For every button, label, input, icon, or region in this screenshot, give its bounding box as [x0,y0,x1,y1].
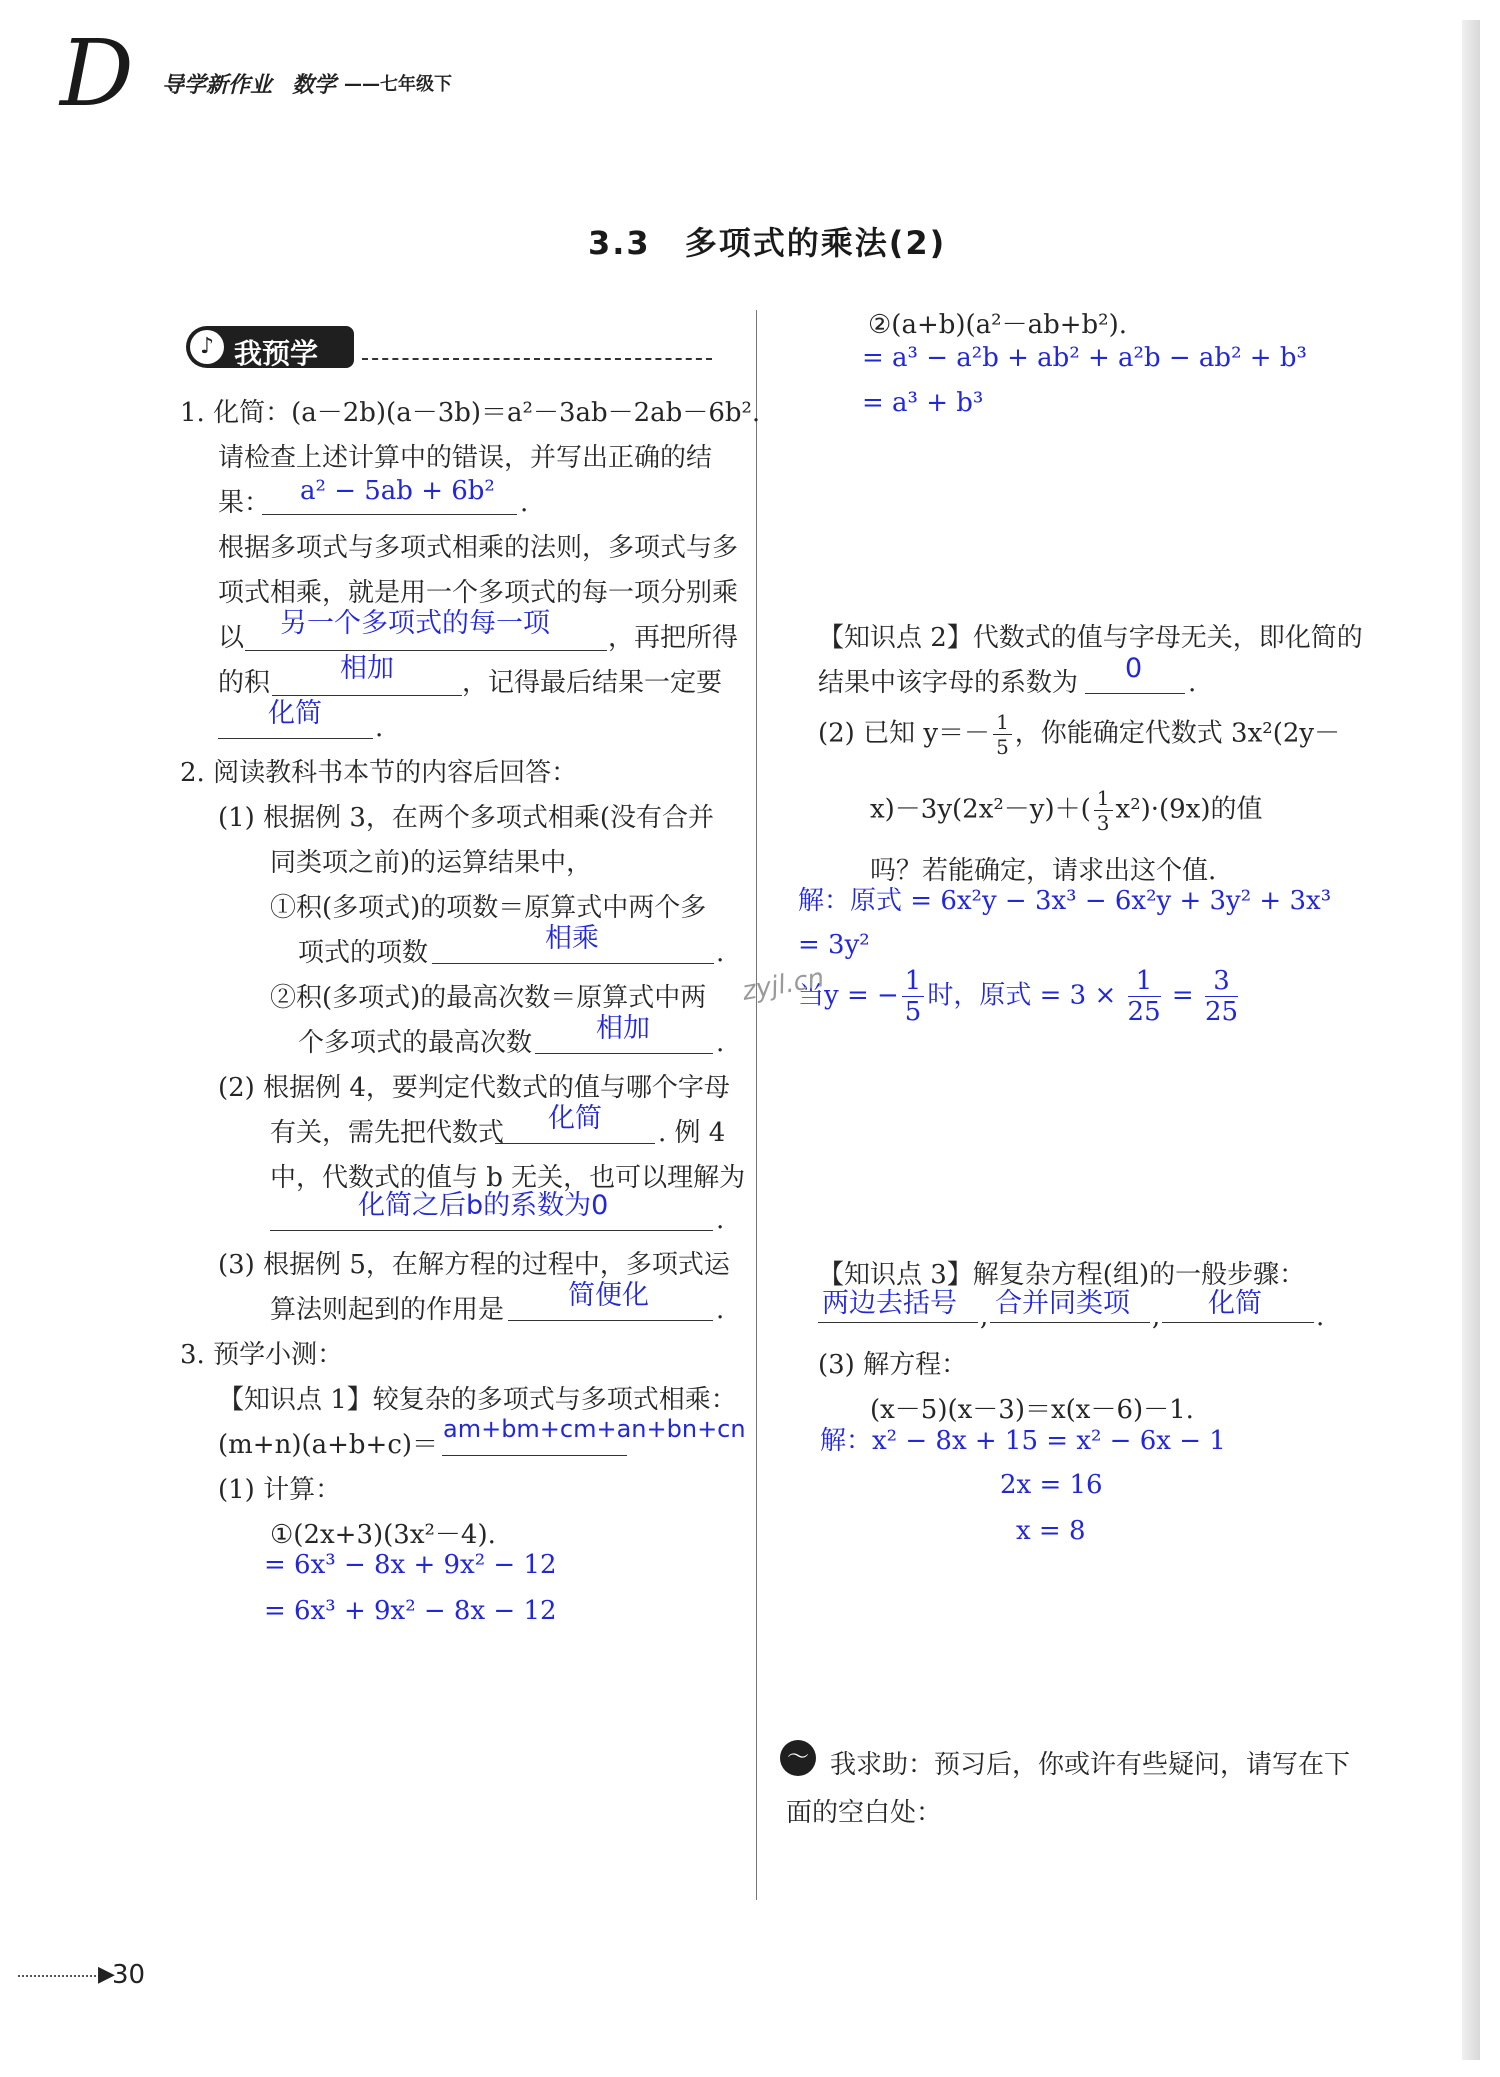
sol-frac2-den: 25 [1127,997,1161,1027]
q2r-line1 [818,712,1340,757]
q1-rule-1: 根据多项式与多项式相乘的法则，多项式与多 [218,533,739,563]
calc1-problem: ①(2x+3)(3x²－4). [270,1520,496,1550]
q2r-frac-num: 1 [993,712,1012,735]
sol-line1: 解：原式 = 6x²y − 3x³ − 6x²y + 3y² + 3x³ [798,886,1332,916]
section-dashed-rule [362,358,712,360]
kp1-line1: 【知识点 1】较复杂的多项式与多项式相乘： [218,1385,737,1415]
kp2-dot: . [1188,668,1197,698]
q2-1b-answer: 相加 [596,1013,650,1044]
q2r-line3: 吗？若能确定，请求出这个值. [870,856,1217,886]
q2r-fraction [993,712,1012,757]
q3r-step2: 2x = 16 [1000,1470,1103,1500]
sol-line2: = 3y² [798,930,870,960]
q2-1a-line2: 项式的项数 [298,938,429,968]
q3r-label: (3) 解方程： [818,1350,968,1380]
q2-1b-blank [535,1053,713,1054]
help-line2: 面的空白处： [786,1798,943,1828]
q1-answer: a² − 5ab + 6b² [300,476,495,506]
sol-line3-prefix: 当y = − [798,980,899,1011]
page-title: 3.3 多项式的乘法(2) [588,224,947,262]
q2-1-line2: 同类项之前)的运算结果中， [270,848,593,878]
q3r-problem: (x－5)(x－3)＝x(x－6)－1. [870,1395,1194,1425]
sol-frac2 [1128,968,1161,1025]
q2-1a-answer: 相乘 [545,923,599,954]
q2-2-answer: 化简 [548,1103,602,1134]
q2-2-line3: 中，代数式的值与 b 无关，也可以理解为 [270,1163,746,1193]
q2r-line2-frac-den: 3 [1096,811,1110,835]
q2r-line2 [870,788,1263,833]
q3r-step1: 解：x² − 8x + 15 = x² − 6x − 1 [820,1426,1226,1456]
sol-frac1 [902,968,925,1025]
q1-rule-5-blank [218,738,373,739]
column-divider [756,310,757,1900]
q3r-step3: x = 8 [1016,1516,1086,1546]
q2-3-line2: 算法则起到的作用是 [270,1295,505,1325]
kp2-line1: 【知识点 2】代数式的值与字母无关，即化简的 [818,623,1363,653]
q2r-prefix: (2) 已知 y＝－ [818,718,991,749]
kp3-answer2: 合并同类项 [995,1288,1130,1319]
kp2-blank [1085,693,1185,694]
q2-1b-dot: . [716,1028,725,1058]
kp2-answer: 0 [1125,653,1143,684]
q1-rule-5-dot: . [375,713,384,743]
calc-label: (1) 计算： [218,1475,342,1505]
section-badge [186,326,354,368]
q1-line2: 请检查上述计算中的错误，并写出正确的结 [218,443,713,473]
sol-line3-mid: 时，原式 = 3 × [927,980,1117,1011]
q2-3-answer: 简便化 [568,1280,649,1311]
q1-answer-blank [262,514,517,515]
kp3-answer3: 化简 [1208,1288,1262,1319]
q2-1a-line1: ①积(多项式)的项数＝原算式中两个多 [270,893,707,923]
logo-letter: D [60,20,134,127]
kp3-comma1: , [980,1302,989,1332]
sol-frac2-num: 1 [1128,968,1161,997]
q2-1a-dot: . [716,938,725,968]
q2-3-blank [508,1320,713,1321]
page-number-rule [18,1975,100,1977]
kp3-answer1: 两边去括号 [822,1288,957,1319]
kp1-blank [442,1455,627,1456]
q2-3-dot: . [716,1295,725,1325]
watermark: zyjl.cn [740,963,827,1007]
kp3-line1: 【知识点 3】解复杂方程(组)的一般步骤： [818,1260,1306,1290]
q2-1b-line1: ②积(多项式)的最高次数＝原算式中两 [270,983,707,1013]
kp3-comma2: , [1152,1302,1161,1332]
q2r-line2-suffix: x²)·(9x)的值 [1115,794,1263,825]
q1-rule-4-prefix: 的积 [218,668,271,698]
q2r-line2-frac-num: 1 [1094,788,1113,811]
q2r-suffix: ，你能确定代数式 3x²(2y－ [1014,718,1341,749]
section-badge-label: 我预学 [234,337,319,370]
kp1-line2: (m+n)(a+b+c)＝ [218,1430,439,1460]
q2-line1: 2. 阅读教科书本节的内容后回答： [180,758,578,788]
q1-dot: . [520,488,529,518]
sol-frac1-num: 1 [902,968,925,997]
music-note-icon: ♪ [190,330,224,364]
calc2-step1: = a³ − a²b + ab² + a²b − ab² + b³ [862,343,1307,373]
q2-2-line2: 有关，需先把代数式 [270,1118,505,1148]
q2r-line2-fraction [1094,788,1113,833]
q2-3-line1: (3) 根据例 5，在解方程的过程中，多项式运 [218,1250,730,1280]
help-wave-icon: 〜 [780,1740,816,1776]
kp1-answer: am+bm+cm+an+bn+cn [443,1415,746,1443]
sol-frac3-den: 25 [1204,997,1239,1027]
kp3-dot: . [1316,1302,1325,1332]
q2r-line2-prefix: x)－3y(2x²－y)＋( [870,794,1091,825]
header-series: 导学新作业 [162,73,273,98]
sol-line3 [798,968,1241,1025]
calc2-step2: = a³ + b³ [862,388,984,418]
q1-line3-prefix: 果： [218,488,271,518]
sol-frac3-num: 3 [1205,968,1238,997]
q3-line1: 3. 预学小测： [180,1340,344,1370]
q2r-frac-den: 5 [996,735,1009,759]
page-number: 30 [112,1960,146,1990]
q1-rule-5-answer: 化简 [268,698,322,729]
sol-frac1-den: 5 [904,997,922,1027]
kp2-line2: 结果中该字母的系数为 [818,668,1079,698]
calc1-step1: = 6x³ − 8x + 9x² − 12 [264,1550,557,1580]
q1-rule-2: 项式相乘，就是用一个多项式的每一项分别乘 [218,578,739,608]
kp3-blank2 [990,1322,1150,1323]
calc2-problem: ②(a+b)(a²－ab+b²). [868,310,1127,340]
kp3-blank3 [1162,1322,1314,1323]
q2-2-blank [495,1143,655,1144]
help-line1: 我求助：预习后，你或许有些疑问，请写在下 [830,1750,1351,1780]
page-arrow-icon: ▶ [98,1962,115,1987]
calc1-step2: = 6x³ + 9x² − 8x − 12 [264,1596,557,1626]
q2-2-dot: . [716,1205,725,1235]
q2-1-line1: (1) 根据例 3，在两个多项式相乘(没有合并 [218,803,715,833]
q2-2-blank2 [270,1230,713,1231]
q1-rule-3-prefix: 以 [218,623,245,653]
q2-2-answer2: 化简之后b的系数为0 [358,1190,609,1221]
q1-rule-4-answer: 相加 [340,653,394,684]
kp3-blank1 [818,1322,978,1323]
sol-frac3 [1205,968,1238,1025]
q1-rule-4-blank [272,695,462,696]
q2-2-line2-suffix: . 例 4 [658,1118,726,1148]
q1-rule-3-answer: 另一个多项式的每一项 [280,608,550,639]
header-subject: 数学 [292,73,337,98]
q1-rule-4-suffix: ，记得最后结果一定要 [462,668,723,698]
q2-2-line1: (2) 根据例 4，要判定代数式的值与哪个字母 [218,1073,730,1103]
page-edge-shadow [1462,20,1480,2060]
q1-rule-3-blank [245,650,607,651]
q1-rule-3-suffix: ，再把所得 [608,623,739,653]
q2-1a-blank [432,963,714,964]
q1-line1: 1. 化简：(a－2b)(a－3b)＝a²－3ab－2ab－6b². [180,398,761,428]
q2-1b-line2: 个多项式的最高次数 [298,1028,533,1058]
header-grade: ——七年级下 [344,74,452,95]
sol-eq: = [1171,980,1194,1011]
